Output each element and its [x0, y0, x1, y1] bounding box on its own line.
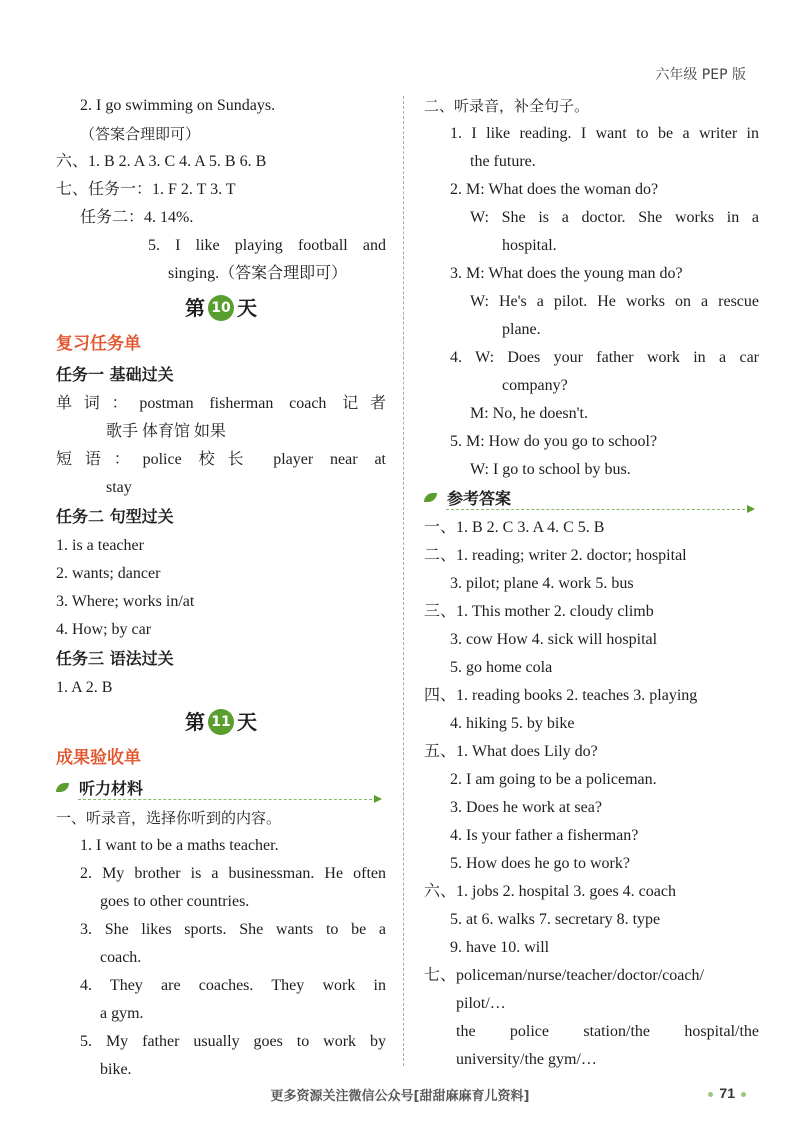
text-line: 4. How; by car [56, 621, 152, 638]
left-column [56, 92, 386, 1084]
task-heading: 任务三 语法过关 [56, 649, 174, 668]
day-suffix: 天 [237, 710, 257, 734]
text-line: the future. [470, 153, 536, 170]
text-line: 1. I like reading. I want to be a writer in [450, 125, 759, 142]
text-line: 二、听录音，补全句子。 [424, 97, 590, 115]
text-line: 2. M: What does the woman do? [450, 181, 659, 198]
day-heading [56, 702, 386, 742]
text-line: 1. A 2. B [56, 679, 113, 696]
dashed-rule [78, 799, 372, 800]
dot-icon [741, 1092, 746, 1097]
day-number-badge: 10 [208, 295, 234, 321]
text-line: 短语：police 校长 player near at [56, 451, 386, 468]
text-line: 5. go home cola [450, 659, 553, 676]
text-line: 2. wants; dancer [56, 565, 161, 582]
text-line: （答案合理即可） [80, 125, 201, 143]
section-bar-title: 听力材料 [79, 779, 147, 798]
text-line: W: He's a pilot. He works on a rescue [470, 293, 759, 310]
section-bar [56, 774, 386, 804]
text-line: M: No, he doesn't. [470, 405, 588, 422]
text-line: 1. is a teacher [56, 537, 144, 554]
section-bar-title: 参考答案 [447, 489, 515, 508]
text-line: university/the gym/… [456, 1051, 597, 1068]
text-line: 3. Where; works in/at [56, 593, 195, 610]
text-line: 3. Does he work at sea? [450, 799, 602, 816]
dot-icon [708, 1092, 713, 1097]
text-line: 5. How does he go to work? [450, 855, 630, 872]
text-line: 2. My brother is a businessman. He often [80, 865, 386, 882]
text-line: 3. pilot; plane 4. work 5. bus [450, 575, 634, 592]
text-line: 六、1. B 2. A 3. C 4. A 5. B 6. B [56, 153, 267, 170]
text-line: 5. M: How do you go to school? [450, 433, 658, 450]
text-line: 三、1. This mother 2. cloudy climb [424, 603, 654, 620]
leaf-icon [424, 493, 437, 502]
page-number-text: 71 [719, 1085, 735, 1101]
text-line: plane. [502, 321, 541, 338]
text-line: 四、1. reading books 2. teaches 3. playing [424, 687, 698, 704]
text-line: hospital. [502, 237, 557, 254]
column-divider [403, 96, 404, 1066]
footer-note: 更多资源关注微信公众号[甜甜麻麻育儿资料] [270, 1089, 530, 1104]
text-line: 单词：postman fisherman coach 记者 [56, 395, 386, 412]
section-heading: 复习任务单 [56, 334, 141, 354]
text-line: 二、1. reading; writer 2. doctor; hospital [424, 547, 687, 564]
text-line: stay [106, 479, 132, 496]
text-line: W: I go to school by bus. [470, 461, 631, 478]
text-line: 任务二：4. 14%. [80, 209, 194, 226]
text-line: a gym. [100, 1005, 144, 1022]
text-line: company? [502, 377, 568, 394]
text-line: 歌手 体育馆 如果 [106, 423, 227, 440]
text-line: 五、1. What does Lily do? [424, 743, 598, 760]
text-line: goes to other countries. [100, 893, 250, 910]
dashed-rule [446, 509, 745, 510]
text-line: 七、任务一：1. F 2. T 3. T [56, 181, 236, 198]
text-line: 5. My father usually goes to work by [80, 1033, 386, 1050]
text-line: 4. They are coaches. They work in [80, 977, 386, 994]
text-line: singing.（答案合理即可） [168, 265, 348, 282]
text-line: 5. I like playing football and [148, 237, 386, 254]
text-line: 3. M: What does the young man do? [450, 265, 683, 282]
arrow-icon [374, 795, 382, 803]
text-line: 4. Is your father a fisherman? [450, 827, 639, 844]
text-line: 4. hiking 5. by bike [450, 715, 575, 732]
text-line: bike. [100, 1061, 132, 1078]
text-line: 5. at 6. walks 7. secretary 8. type [450, 911, 661, 928]
day-heading [56, 288, 386, 328]
text-line: 1. I want to be a maths teacher. [80, 837, 279, 854]
section-heading: 成果验收单 [56, 748, 141, 768]
day-prefix: 第 [185, 710, 205, 734]
text-line: 3. cow How 4. sick will hospital [450, 631, 658, 648]
arrow-icon [747, 505, 755, 513]
task-heading: 任务一 基础过关 [56, 365, 174, 384]
text-line: the police station/the hospital/the [456, 1023, 759, 1040]
day-number-badge: 11 [208, 709, 234, 735]
page-number [702, 1085, 752, 1101]
text-line: 七、policeman/nurse/teacher/doctor/coach/ [424, 967, 704, 984]
section-bar [424, 484, 759, 514]
text-line: 一、1. B 2. C 3. A 4. C 5. B [424, 519, 605, 536]
text-line: coach. [100, 949, 142, 966]
day-prefix: 第 [185, 296, 205, 320]
task-heading: 任务二 句型过关 [56, 507, 174, 526]
text-line: 2. I go swimming on Sundays. [80, 97, 276, 114]
text-line: pilot/… [456, 995, 506, 1012]
text-line: 一、听录音，选择你听到的内容。 [56, 809, 282, 827]
text-line: 2. I am going to be a policeman. [450, 771, 657, 788]
day-suffix: 天 [237, 296, 257, 320]
leaf-icon [56, 783, 69, 792]
text-line: 4. W: Does your father work in a car [450, 349, 759, 366]
text-line: 六、1. jobs 2. hospital 3. goes 4. coach [424, 883, 676, 900]
text-line: W: She is a doctor. She works in a [470, 209, 759, 226]
right-column [424, 92, 759, 1074]
text-line: 9. have 10. will [450, 939, 550, 956]
grade-label: 六年级 PEP 版 [655, 67, 746, 83]
text-line: 3. She likes sports. She wants to be a [80, 921, 386, 938]
